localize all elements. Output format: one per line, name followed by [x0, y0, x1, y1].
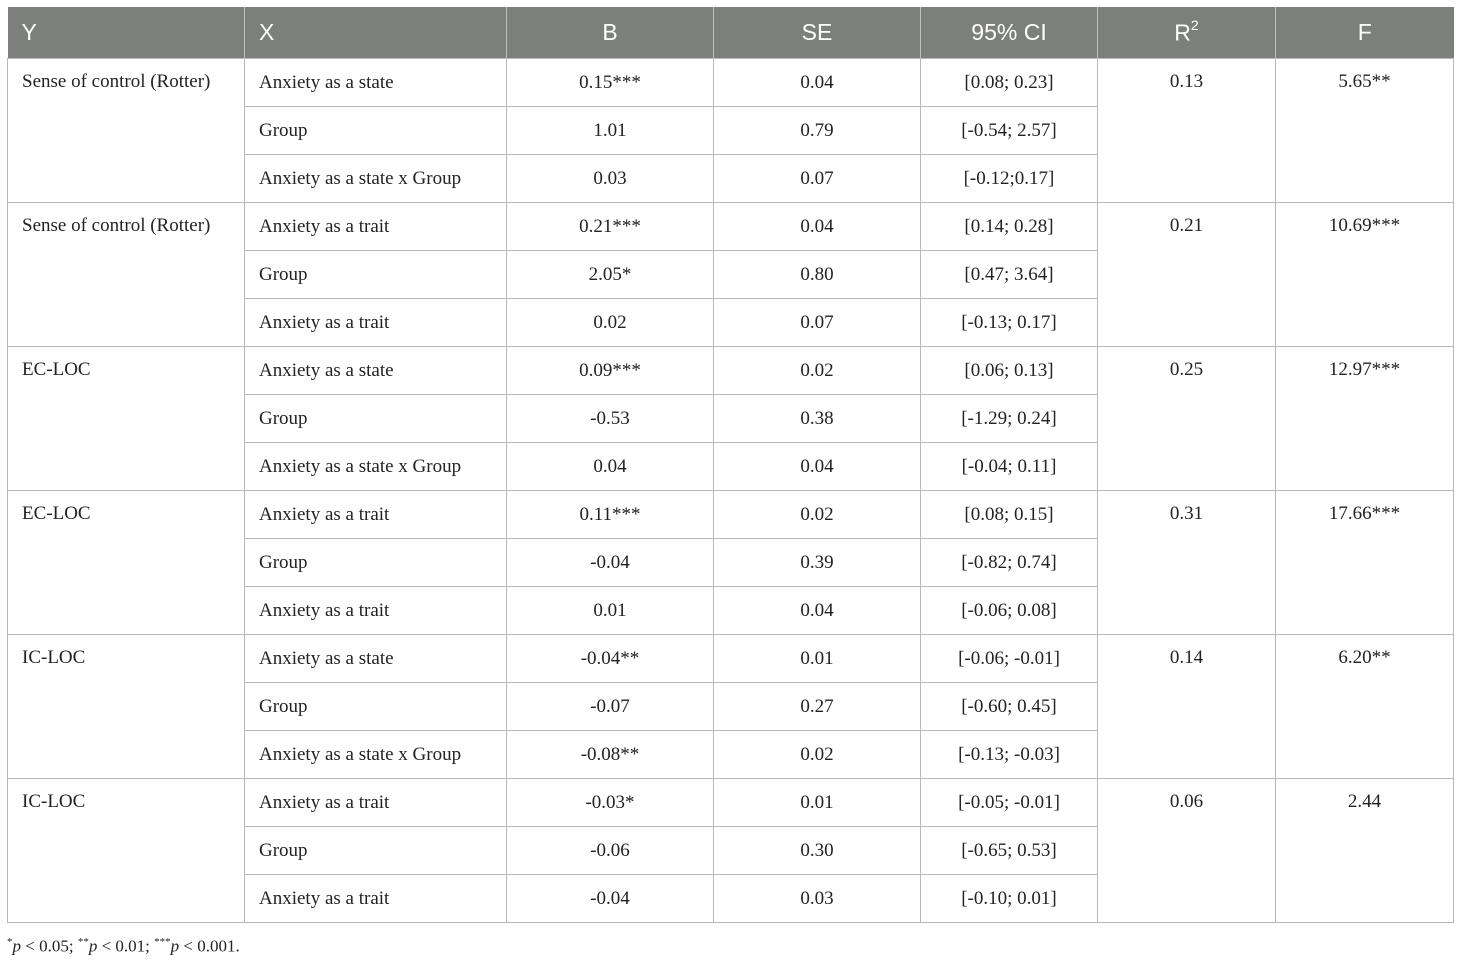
se-cell: 0.03	[714, 875, 921, 923]
footnote-p-3: p	[170, 936, 180, 956]
se-cell: 0.01	[714, 779, 921, 827]
x-variable-cell: Anxiety as a state	[245, 59, 507, 107]
footnote-p-2: p	[88, 936, 98, 956]
table-header	[8, 7, 1454, 59]
ci-cell: [0.06; 0.13]	[921, 347, 1098, 395]
x-variable-cell: Group	[245, 683, 507, 731]
b-cell: 0.01	[507, 587, 714, 635]
se-cell: 0.04	[714, 203, 921, 251]
header-b: B	[507, 7, 714, 59]
x-variable-cell: Anxiety as a trait	[245, 491, 507, 539]
x-variable-cell: Anxiety as a state	[245, 347, 507, 395]
se-cell: 0.30	[714, 827, 921, 875]
regression-table	[7, 7, 1454, 923]
f-cell: 10.69***	[1276, 203, 1454, 347]
b-cell: 1.01	[507, 107, 714, 155]
header-x: X	[245, 7, 507, 59]
f-cell: 12.97***	[1276, 347, 1454, 491]
b-cell: 0.02	[507, 299, 714, 347]
y-variable-cell: EC-LOC	[8, 347, 245, 491]
x-variable-cell: Group	[245, 251, 507, 299]
x-variable-cell: Group	[245, 107, 507, 155]
b-cell: -0.08**	[507, 731, 714, 779]
x-variable-cell: Anxiety as a state x Group	[245, 731, 507, 779]
header-se: SE	[714, 7, 921, 59]
ci-cell: [-0.13; 0.17]	[921, 299, 1098, 347]
footnote-text-3: < 0.001.	[179, 936, 240, 956]
r2-cell: 0.13	[1098, 59, 1276, 203]
ci-cell: [-0.06; 0.08]	[921, 587, 1098, 635]
se-cell: 0.27	[714, 683, 921, 731]
ci-cell: [-0.82; 0.74]	[921, 539, 1098, 587]
ci-cell: [-0.06; -0.01]	[921, 635, 1098, 683]
y-variable-cell: Sense of control (Rotter)	[8, 203, 245, 347]
r2-cell: 0.25	[1098, 347, 1276, 491]
ci-cell: [-0.60; 0.45]	[921, 683, 1098, 731]
f-cell: 17.66***	[1276, 491, 1454, 635]
b-cell: 0.03	[507, 155, 714, 203]
se-cell: 0.04	[714, 443, 921, 491]
table-row	[8, 635, 1454, 683]
b-cell: -0.04	[507, 875, 714, 923]
header-r2	[1098, 7, 1276, 59]
se-cell: 0.79	[714, 107, 921, 155]
b-cell: -0.04	[507, 539, 714, 587]
b-cell: -0.06	[507, 827, 714, 875]
b-cell: 0.11***	[507, 491, 714, 539]
b-cell: -0.07	[507, 683, 714, 731]
ci-cell: [0.08; 0.15]	[921, 491, 1098, 539]
ci-cell: [-0.12;0.17]	[921, 155, 1098, 203]
table-row	[8, 347, 1454, 395]
footnote-text-1: < 0.05;	[21, 936, 78, 956]
table-footnote	[7, 936, 240, 957]
ci-cell: [-0.54; 2.57]	[921, 107, 1098, 155]
se-cell: 0.39	[714, 539, 921, 587]
se-cell: 0.02	[714, 731, 921, 779]
footnote-mark-1: *	[7, 936, 13, 948]
b-cell: 2.05*	[507, 251, 714, 299]
y-variable-cell: Sense of control (Rotter)	[8, 59, 245, 203]
b-cell: 0.09***	[507, 347, 714, 395]
r2-cell: 0.31	[1098, 491, 1276, 635]
se-cell: 0.38	[714, 395, 921, 443]
x-variable-cell: Anxiety as a trait	[245, 587, 507, 635]
header-ci: 95% CI	[921, 7, 1098, 59]
r2-cell: 0.21	[1098, 203, 1276, 347]
x-variable-cell: Group	[245, 395, 507, 443]
r2-cell: 0.06	[1098, 779, 1276, 923]
header-f: F	[1276, 7, 1454, 59]
table-row	[8, 59, 1454, 107]
b-cell: -0.04**	[507, 635, 714, 683]
r2-cell: 0.14	[1098, 635, 1276, 779]
y-variable-cell: IC-LOC	[8, 779, 245, 923]
y-variable-cell: EC-LOC	[8, 491, 245, 635]
footnote-p-1: p	[12, 936, 21, 956]
header-r2-base: R	[1174, 19, 1191, 46]
se-cell: 0.07	[714, 155, 921, 203]
table-row	[8, 491, 1454, 539]
b-cell: -0.03*	[507, 779, 714, 827]
b-cell: 0.04	[507, 443, 714, 491]
f-cell: 6.20**	[1276, 635, 1454, 779]
se-cell: 0.04	[714, 587, 921, 635]
x-variable-cell: Anxiety as a state x Group	[245, 155, 507, 203]
ci-cell: [-0.13; -0.03]	[921, 731, 1098, 779]
b-cell: -0.53	[507, 395, 714, 443]
ci-cell: [-0.05; -0.01]	[921, 779, 1098, 827]
se-cell: 0.07	[714, 299, 921, 347]
regression-table-container	[7, 7, 1453, 923]
ci-cell: [-1.29; 0.24]	[921, 395, 1098, 443]
x-variable-cell: Group	[245, 827, 507, 875]
header-y: Y	[8, 7, 245, 59]
x-variable-cell: Group	[245, 539, 507, 587]
se-cell: 0.01	[714, 635, 921, 683]
ci-cell: [-0.04; 0.11]	[921, 443, 1098, 491]
header-r2-superscript: 2	[1190, 16, 1199, 33]
b-cell: 0.21***	[507, 203, 714, 251]
x-variable-cell: Anxiety as a state x Group	[245, 443, 507, 491]
x-variable-cell: Anxiety as a trait	[245, 299, 507, 347]
b-cell: 0.15***	[507, 59, 714, 107]
x-variable-cell: Anxiety as a trait	[245, 875, 507, 923]
se-cell: 0.80	[714, 251, 921, 299]
ci-cell: [0.47; 3.64]	[921, 251, 1098, 299]
x-variable-cell: Anxiety as a trait	[245, 779, 507, 827]
table-row	[8, 203, 1454, 251]
se-cell: 0.04	[714, 59, 921, 107]
ci-cell: [-0.65; 0.53]	[921, 827, 1098, 875]
footnote-mark-2: **	[77, 936, 89, 948]
f-cell: 5.65**	[1276, 59, 1454, 203]
footnote-text-2: < 0.01;	[97, 936, 155, 956]
header-row	[8, 7, 1454, 59]
se-cell: 0.02	[714, 491, 921, 539]
ci-cell: [0.08; 0.23]	[921, 59, 1098, 107]
table-body	[8, 59, 1454, 923]
footnote-mark-3: ***	[154, 936, 171, 948]
x-variable-cell: Anxiety as a state	[245, 635, 507, 683]
se-cell: 0.02	[714, 347, 921, 395]
x-variable-cell: Anxiety as a trait	[245, 203, 507, 251]
ci-cell: [0.14; 0.28]	[921, 203, 1098, 251]
y-variable-cell: IC-LOC	[8, 635, 245, 779]
table-row	[8, 779, 1454, 827]
ci-cell: [-0.10; 0.01]	[921, 875, 1098, 923]
f-cell: 2.44	[1276, 779, 1454, 923]
